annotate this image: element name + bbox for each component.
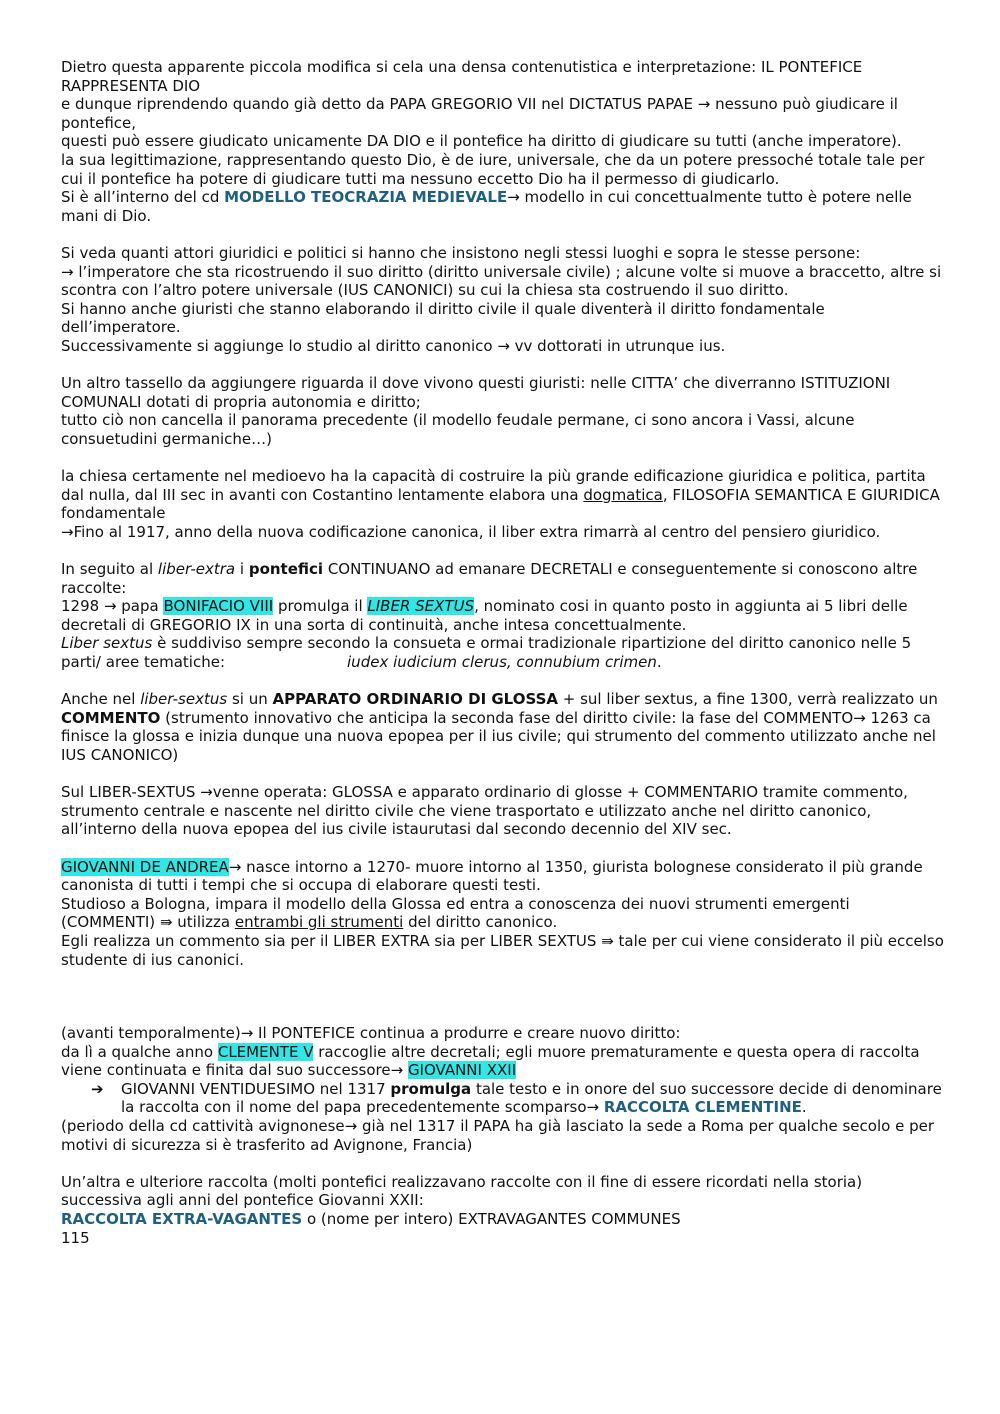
highlight-giovanni-de-andrea: GIOVANNI DE ANDREA — [61, 857, 229, 876]
paragraph — [61, 895, 946, 932]
text-run: Studioso a Bologna, impara il modello della Glossa ed entra a conoscenza dei nuovi strumenti emergenti (COMMENTI) ⇛ utilizza — [61, 894, 850, 932]
text-run: → modello in cui concettualmente tutto è potere nelle mani di Dio. — [61, 188, 912, 225]
text-run: GIOVANNI VENTIDUESIMO nel 1317 — [121, 1079, 391, 1098]
page-number: 115 — [61, 1228, 90, 1247]
paragraph: Si veda quanti attori giuridici e politici si hanno che insistono negli stessi luoghi e sopra le stesse persone: — [61, 243, 861, 262]
text-run: In seguito al — [61, 560, 158, 579]
text-run: Si è all’interno del cd — [61, 188, 225, 207]
paragraph: Dietro questa apparente piccola modifica si cela una densa contenutistica e interpretazione: IL PONTEFICE RAPPRESENTA DIO — [61, 58, 863, 95]
italic-liber-sextus: Liber sextus — [61, 634, 153, 653]
paragraph: la sua legittimazione, rappresentando questo Dio, è de iure, universale, che da un potere pressoché totale tale per cui il pontefice ha potere di giudicare tutti ma nessuno eccetto Dio ha il permesso di giudicarlo. — [61, 150, 925, 188]
text-run: (strumento innovativo che anticipa la seconda fase del diritto civile: la fase del COMMENTO→ 1263 ca finisce la glossa e inizia dunque una nuova epopea per il ius civile; qui strumento del commento utilizzato anche nel IUS CANONICO) — [61, 708, 936, 764]
bold-promulga: promulga — [390, 1079, 472, 1098]
italic-liber-extra: liber-extra — [157, 560, 236, 579]
paragraph: e dunque riprendendo quando già detto da PAPA GREGORIO VII nel DICTATUS PAPAE → nessuno può giudicare il pontefice, — [61, 95, 898, 132]
bullet-item — [61, 1080, 946, 1117]
text-run: i — [235, 560, 249, 579]
paragraph — [61, 467, 946, 523]
text-run: , FILOSOFIA SEMANTICA E GIURIDICA fondamentale — [61, 485, 940, 523]
paragraph: Egli realizza un commento sia per il LIBER EXTRA sia per LIBER SEXTUS ⇛ tale per cui viene considerato il più eccelso studente di ius canonici. — [61, 931, 944, 969]
text-run: la chiesa certamente nel medioevo ha la capacità di costruire la più grande edificazione giuridica e politica, partita dal nulla, dal III sec in avanti con Costantino lentamente elabora una — [61, 467, 926, 504]
paragraph — [61, 858, 946, 895]
text-run: . — [801, 1098, 807, 1117]
text-run: CONTINUANO ad emanare DECRETALI e conseguentemente si conoscono altre raccolte: — [61, 560, 918, 597]
text-run: . — [656, 653, 662, 671]
paragraph: Successivamente si aggiunge lo studio al diritto canonico → vv dottorati in utrunque ius. — [61, 336, 726, 355]
highlight-bonifacio: BONIFACIO VIII — [163, 597, 274, 616]
text-run: da lì a qualche anno — [61, 1042, 218, 1061]
text-run: , nominato cosi in quanto posto in aggiunta ai 5 libri delle decretali di GREGORIO IX in una sorta di continuità, anche intesa concettualmente. — [61, 597, 908, 634]
underlined-entrambi: entrambi gli strumenti — [234, 913, 404, 932]
paragraph: Sul LIBER-SEXTUS →venne operata: GLOSSA e apparato ordinario di glosse + COMMENTARIO tramite commento, strumento centrale e nascente nel diritto civile che viene trasportato e utilizzato anche nel diritto canonico, all’interno della nuova epopea del ius civile istaurutasi dal secondo decennio del XIV sec. — [61, 783, 908, 839]
paragraph — [61, 690, 946, 764]
highlight-liber-sextus: LIBER SEXTUS — [367, 597, 475, 616]
paragraph: (avanti temporalmente)→ Il PONTEFICE continua a produrre e creare nuovo diritto: — [61, 1024, 681, 1043]
bold-pontefici: pontefici — [248, 560, 324, 579]
paragraph: →Fino al 1917, anno della nuova codificazione canonica, il liber extra rimarrà al centro del pensiero giuridico. — [61, 522, 881, 541]
paragraph: → l’imperatore che sta ricostruendo il suo diritto (diritto universale civile) ; alcune volte si muove a braccetto, altre si scontra con l’altro potere universale (IUS CANONICI) su cui la chiesa sta costruendo il suo diritto. — [61, 262, 942, 300]
highlight-giovanni-xxii: GIOVANNI XXII — [407, 1061, 517, 1080]
text-run: 1298 → papa — [61, 597, 164, 616]
text-run: tale testo e in onore del suo successore decide di denominare la raccolta con il nome del papa precedentemente scomparso→ — [121, 1079, 942, 1117]
bold-apparato: APPARATO ORDINARIO DI GLOSSA — [272, 690, 558, 709]
text-run: o (nome per intero) EXTRAVAGANTES COMMUNES — [302, 1210, 681, 1229]
keyword-raccolta-clementine: RACCOLTA CLEMENTINE — [603, 1098, 802, 1117]
bullet-text — [121, 1080, 946, 1117]
keyword-raccolta-extravagantes: RACCOLTA EXTRA-VAGANTES — [61, 1210, 303, 1229]
bold-commento: COMMENTO — [61, 708, 161, 727]
text-run: del diritto canonico. — [403, 913, 558, 932]
arrow-bullet-icon: ➔ — [91, 1079, 104, 1098]
text-run: raccoglie altre decretali; egli muore prematuramente e questa opera di raccolta viene continuata e finita dal suo successore→ — [61, 1042, 920, 1080]
paragraph: Un altro tassello da aggiungere riguarda il dove vivono questi giuristi: nelle CITTA’ che diverranno ISTITUZIONI COMUNALI dotati di propria autonomia e diritto; — [61, 374, 891, 411]
paragraph — [61, 634, 946, 671]
paragraph — [61, 560, 946, 597]
text-run: → nasce intorno a 1270- muore intorno al 1350, giurista bolognese considerato il più grande canonista di tutti i tempi che si occupa di elaborare questi testi. — [61, 857, 923, 895]
text-run: è suddiviso sempre secondo la consueta e ormai tradizionale ripartizione del diritto canonico nelle 5 parti/ aree tematiche: — [61, 634, 912, 671]
text-run: promulga il — [273, 597, 368, 616]
paragraph — [61, 597, 946, 634]
paragraph: Un’altra e ulteriore raccolta (molti pontefici realizzavano raccolte con il fine di essere ricordati nella storia) successiva agli anni del pontefice Giovanni XXII: — [61, 1172, 863, 1210]
highlight-clemente-v: CLEMENTE V — [217, 1042, 314, 1061]
paragraph — [61, 1043, 946, 1080]
underlined-dogmatica: dogmatica — [583, 485, 663, 504]
paragraph: tutto ciò non cancella il panorama precedente (il modello feudale permane, ci sono ancora i Vassi, alcune consuetudini germaniche…) — [61, 411, 855, 448]
text-run: si un — [227, 690, 273, 709]
paragraph — [61, 188, 946, 225]
paragraph: questi può essere giudicato unicamente DA DIO e il pontefice ha diritto di giudicare su tutti (anche imperatore). — [61, 132, 902, 151]
italic-liber-sextus: liber-sextus — [140, 690, 228, 709]
keyword-modello-teocrazia: MODELLO TEOCRAZIA MEDIEVALE — [224, 188, 508, 207]
document-page — [61, 58, 946, 1247]
text-run: Anche nel — [61, 690, 141, 709]
paragraph: Si hanno anche giuristi che stanno elaborando il diritto civile il quale diventerà il diritto fondamentale dell’imperatore. — [61, 299, 825, 337]
paragraph: (periodo della cd cattività avignonese→ già nel 1317 il PAPA ha già lasciato la sede a Roma per qualche secolo e per motivi di sicurezza si è trasferito ad Avignone, Francia) — [61, 1117, 934, 1154]
text-run: + sul liber sextus, a fine 1300, verrà realizzato un — [558, 690, 938, 709]
italic-iudex: iudex iudicium clerus, connubium crimen — [347, 653, 657, 671]
paragraph — [61, 1210, 946, 1229]
